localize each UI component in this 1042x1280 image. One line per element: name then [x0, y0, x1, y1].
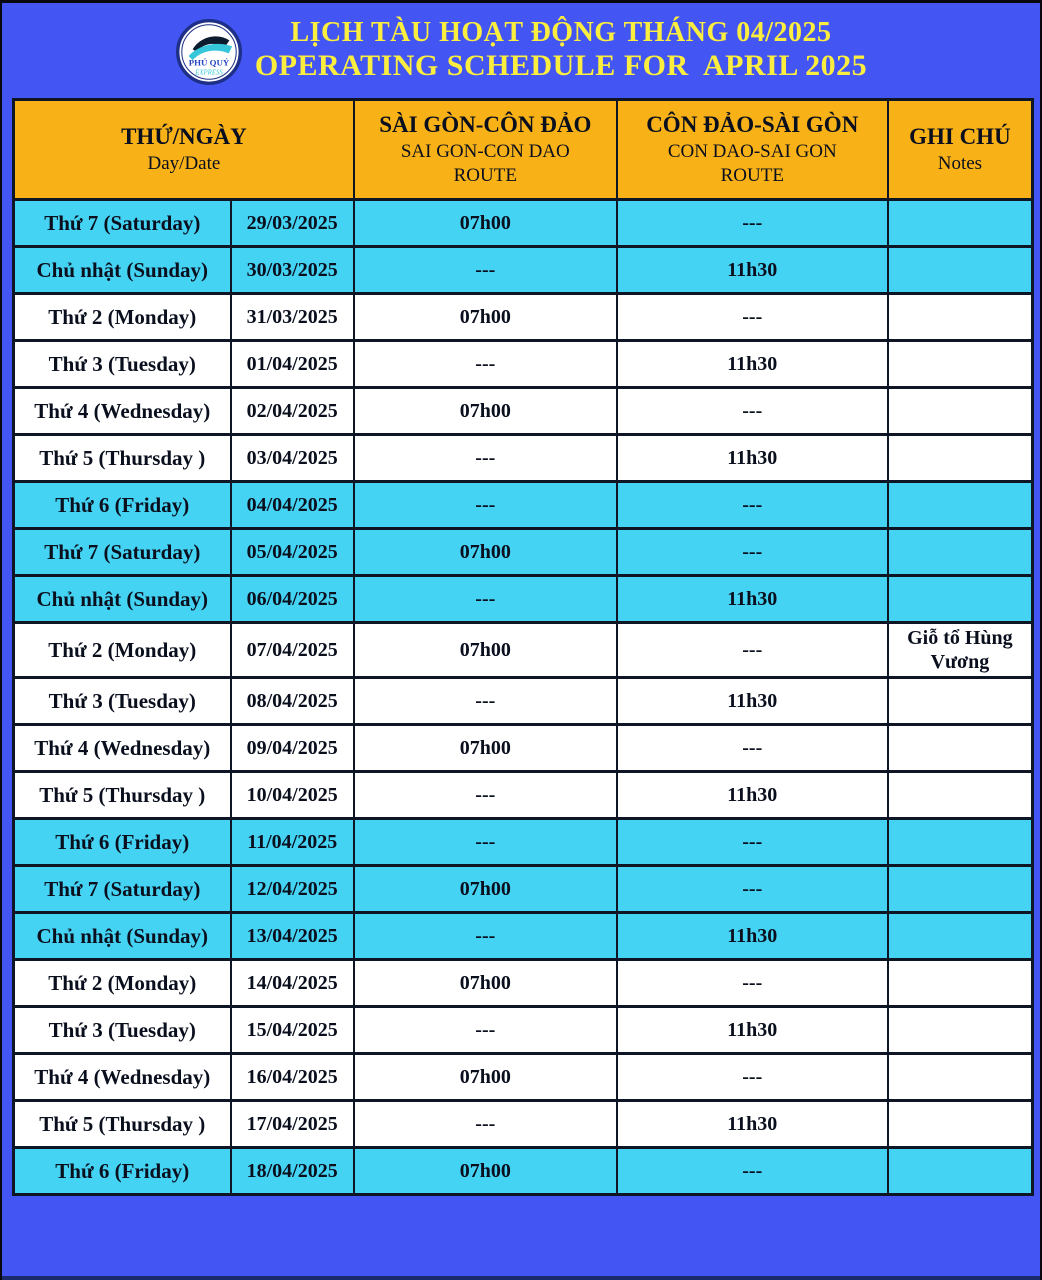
col-header-saigon-condao	[354, 100, 617, 200]
schedule-row	[14, 529, 1033, 576]
date-cell: 14/04/2025	[231, 960, 354, 1007]
note-cell	[888, 482, 1033, 529]
schedule-row	[14, 725, 1033, 772]
date-cell: 15/04/2025	[231, 1007, 354, 1054]
note-cell	[888, 866, 1033, 913]
saigon-condao-time-cell: 07h00	[354, 725, 617, 772]
saigon-condao-time-cell: ---	[354, 819, 617, 866]
note-cell	[888, 529, 1033, 576]
condao-saigon-time-cell: 11h30	[617, 772, 888, 819]
day-cell: Thứ 4 (Wednesday)	[14, 725, 231, 772]
note-cell	[888, 247, 1033, 294]
note-cell: Giỗ tổ Hùng Vương	[888, 623, 1033, 678]
saigon-condao-time-cell: 07h00	[354, 388, 617, 435]
saigon-condao-time-cell: ---	[354, 1101, 617, 1148]
date-cell: 29/03/2025	[231, 200, 354, 247]
date-cell: 10/04/2025	[231, 772, 354, 819]
date-cell: 30/03/2025	[231, 247, 354, 294]
day-cell: Thứ 2 (Monday)	[14, 623, 231, 678]
date-cell: 07/04/2025	[231, 623, 354, 678]
saigon-condao-time-cell: ---	[354, 913, 617, 960]
phu-quy-logo	[175, 18, 243, 86]
condao-saigon-time-cell: 11h30	[617, 247, 888, 294]
schedule-row	[14, 294, 1033, 341]
date-cell: 31/03/2025	[231, 294, 354, 341]
day-cell: Thứ 7 (Saturday)	[14, 529, 231, 576]
saigon-condao-time-cell: ---	[354, 435, 617, 482]
condao-saigon-time-cell: ---	[617, 482, 888, 529]
schedule-row	[14, 1054, 1033, 1101]
condao-saigon-time-cell: ---	[617, 388, 888, 435]
day-cell: Thứ 3 (Tuesday)	[14, 1007, 231, 1054]
saigon-condao-time-cell: 07h00	[354, 623, 617, 678]
day-cell: Chủ nhật (Sunday)	[14, 913, 231, 960]
note-cell	[888, 341, 1033, 388]
day-cell: Thứ 7 (Saturday)	[14, 200, 231, 247]
note-cell	[888, 772, 1033, 819]
date-cell: 09/04/2025	[231, 725, 354, 772]
day-cell: Thứ 5 (Thursday )	[14, 772, 231, 819]
condao-saigon-time-cell: ---	[617, 866, 888, 913]
day-cell: Thứ 4 (Wednesday)	[14, 388, 231, 435]
note-cell	[888, 1101, 1033, 1148]
schedule-row	[14, 1101, 1033, 1148]
date-cell: 13/04/2025	[231, 913, 354, 960]
date-cell: 08/04/2025	[231, 678, 354, 725]
date-cell: 06/04/2025	[231, 576, 354, 623]
condao-saigon-time-cell: 11h30	[617, 341, 888, 388]
note-cell	[888, 819, 1033, 866]
col-header-notes-vi: GHI CHÚ	[909, 124, 1011, 150]
date-cell: 17/04/2025	[231, 1101, 354, 1148]
schedule-row	[14, 623, 1033, 678]
note-cell	[888, 960, 1033, 1007]
saigon-condao-time-cell: 07h00	[354, 200, 617, 247]
schedule-row	[14, 388, 1033, 435]
note-cell	[888, 435, 1033, 482]
condao-saigon-time-cell: 11h30	[617, 678, 888, 725]
note-cell	[888, 725, 1033, 772]
day-cell: Thứ 6 (Friday)	[14, 819, 231, 866]
day-cell: Thứ 3 (Tuesday)	[14, 341, 231, 388]
day-cell: Thứ 6 (Friday)	[14, 482, 231, 529]
condao-saigon-time-cell: ---	[617, 819, 888, 866]
day-cell: Thứ 2 (Monday)	[14, 294, 231, 341]
schedule-row	[14, 1007, 1033, 1054]
saigon-condao-time-cell: ---	[354, 1007, 617, 1054]
schedule-table	[12, 98, 1034, 1196]
saigon-condao-time-cell: 07h00	[354, 1148, 617, 1195]
saigon-condao-time-cell: ---	[354, 247, 617, 294]
table-header-row	[14, 100, 1033, 200]
condao-saigon-time-cell: 11h30	[617, 435, 888, 482]
saigon-condao-time-cell: 07h00	[354, 529, 617, 576]
schedule-row	[14, 866, 1033, 913]
col-header-day-date-en: Day/Date	[147, 153, 221, 174]
condao-saigon-time-cell: 11h30	[617, 913, 888, 960]
condao-saigon-time-cell: ---	[617, 1054, 888, 1101]
col-header-saigon-condao-en: SAI GON-CON DAO	[400, 141, 570, 163]
ferry-logo-icon	[175, 18, 243, 86]
schedule-row	[14, 678, 1033, 725]
condao-saigon-time-cell: ---	[617, 623, 888, 678]
day-cell: Chủ nhật (Sunday)	[14, 247, 231, 294]
note-cell	[888, 200, 1033, 247]
day-cell: Thứ 2 (Monday)	[14, 960, 231, 1007]
schedule-row	[14, 913, 1033, 960]
day-cell: Thứ 5 (Thursday )	[14, 1101, 231, 1148]
schedule-row	[14, 819, 1033, 866]
saigon-condao-time-cell: ---	[354, 482, 617, 529]
date-cell: 11/04/2025	[231, 819, 354, 866]
page-title	[255, 17, 867, 84]
header-banner	[2, 3, 1040, 98]
col-header-day-date	[14, 100, 354, 200]
logo-sub-text: EXPRESS	[195, 68, 223, 76]
note-cell	[888, 913, 1033, 960]
condao-saigon-time-cell: 11h30	[617, 1101, 888, 1148]
date-cell: 02/04/2025	[231, 388, 354, 435]
condao-saigon-time-cell: ---	[617, 294, 888, 341]
date-cell: 16/04/2025	[231, 1054, 354, 1101]
note-cell	[888, 388, 1033, 435]
saigon-condao-time-cell: 07h00	[354, 866, 617, 913]
col-header-condao-saigon	[617, 100, 888, 200]
note-cell	[888, 1054, 1033, 1101]
date-cell: 05/04/2025	[231, 529, 354, 576]
day-cell: Chủ nhật (Sunday)	[14, 576, 231, 623]
day-cell: Thứ 3 (Tuesday)	[14, 678, 231, 725]
col-header-condao-saigon-route: ROUTE	[720, 164, 784, 186]
title-vietnamese: LỊCH TÀU HOẠT ĐỘNG THÁNG 04/2025	[290, 17, 832, 49]
note-cell	[888, 1148, 1033, 1195]
schedule-table-body	[14, 200, 1033, 1195]
note-cell	[888, 294, 1033, 341]
schedule-row	[14, 960, 1033, 1007]
condao-saigon-time-cell: 11h30	[617, 576, 888, 623]
condao-saigon-time-cell: ---	[617, 1148, 888, 1195]
note-cell	[888, 576, 1033, 623]
condao-saigon-time-cell: ---	[617, 960, 888, 1007]
schedule-row	[14, 247, 1033, 294]
condao-saigon-time-cell: 11h30	[617, 1007, 888, 1054]
saigon-condao-time-cell: 07h00	[354, 960, 617, 1007]
schedule-row	[14, 200, 1033, 247]
condao-saigon-time-cell: ---	[617, 725, 888, 772]
saigon-condao-time-cell: ---	[354, 576, 617, 623]
col-header-condao-saigon-en: CON DAO-SAI GON	[667, 141, 837, 163]
schedule-page	[2, 3, 1040, 1280]
day-cell: Thứ 6 (Friday)	[14, 1148, 231, 1195]
note-cell	[888, 678, 1033, 725]
note-cell	[888, 1007, 1033, 1054]
date-cell: 04/04/2025	[231, 482, 354, 529]
day-cell: Thứ 7 (Saturday)	[14, 866, 231, 913]
condao-saigon-time-cell: ---	[617, 200, 888, 247]
date-cell: 18/04/2025	[231, 1148, 354, 1195]
schedule-row	[14, 1148, 1033, 1195]
day-cell: Thứ 5 (Thursday )	[14, 435, 231, 482]
saigon-condao-time-cell: ---	[354, 772, 617, 819]
date-cell: 01/04/2025	[231, 341, 354, 388]
day-cell: Thứ 4 (Wednesday)	[14, 1054, 231, 1101]
date-cell: 03/04/2025	[231, 435, 354, 482]
title-english: OPERATING SCHEDULE FOR APRIL 2025	[254, 49, 868, 83]
col-header-notes-en: Notes	[937, 153, 983, 174]
schedule-row	[14, 576, 1033, 623]
condao-saigon-time-cell: ---	[617, 529, 888, 576]
schedule-row	[14, 435, 1033, 482]
schedule-row	[14, 772, 1033, 819]
logo-brand-text: PHÚ QUÝ	[188, 57, 230, 68]
date-cell: 12/04/2025	[231, 866, 354, 913]
col-header-saigon-condao-vi: SÀI GÒN-CÔN ĐẢO	[379, 112, 592, 138]
col-header-day-date-vi: THỨ/NGÀY	[121, 124, 247, 150]
schedule-row	[14, 341, 1033, 388]
schedule-row	[14, 482, 1033, 529]
saigon-condao-time-cell: ---	[354, 341, 617, 388]
saigon-condao-time-cell: 07h00	[354, 1054, 617, 1101]
col-header-saigon-condao-route: ROUTE	[453, 164, 517, 186]
saigon-condao-time-cell: ---	[354, 678, 617, 725]
saigon-condao-time-cell: 07h00	[354, 294, 617, 341]
col-header-condao-saigon-vi: CÔN ĐẢO-SÀI GÒN	[646, 112, 859, 138]
col-header-notes	[888, 100, 1033, 200]
